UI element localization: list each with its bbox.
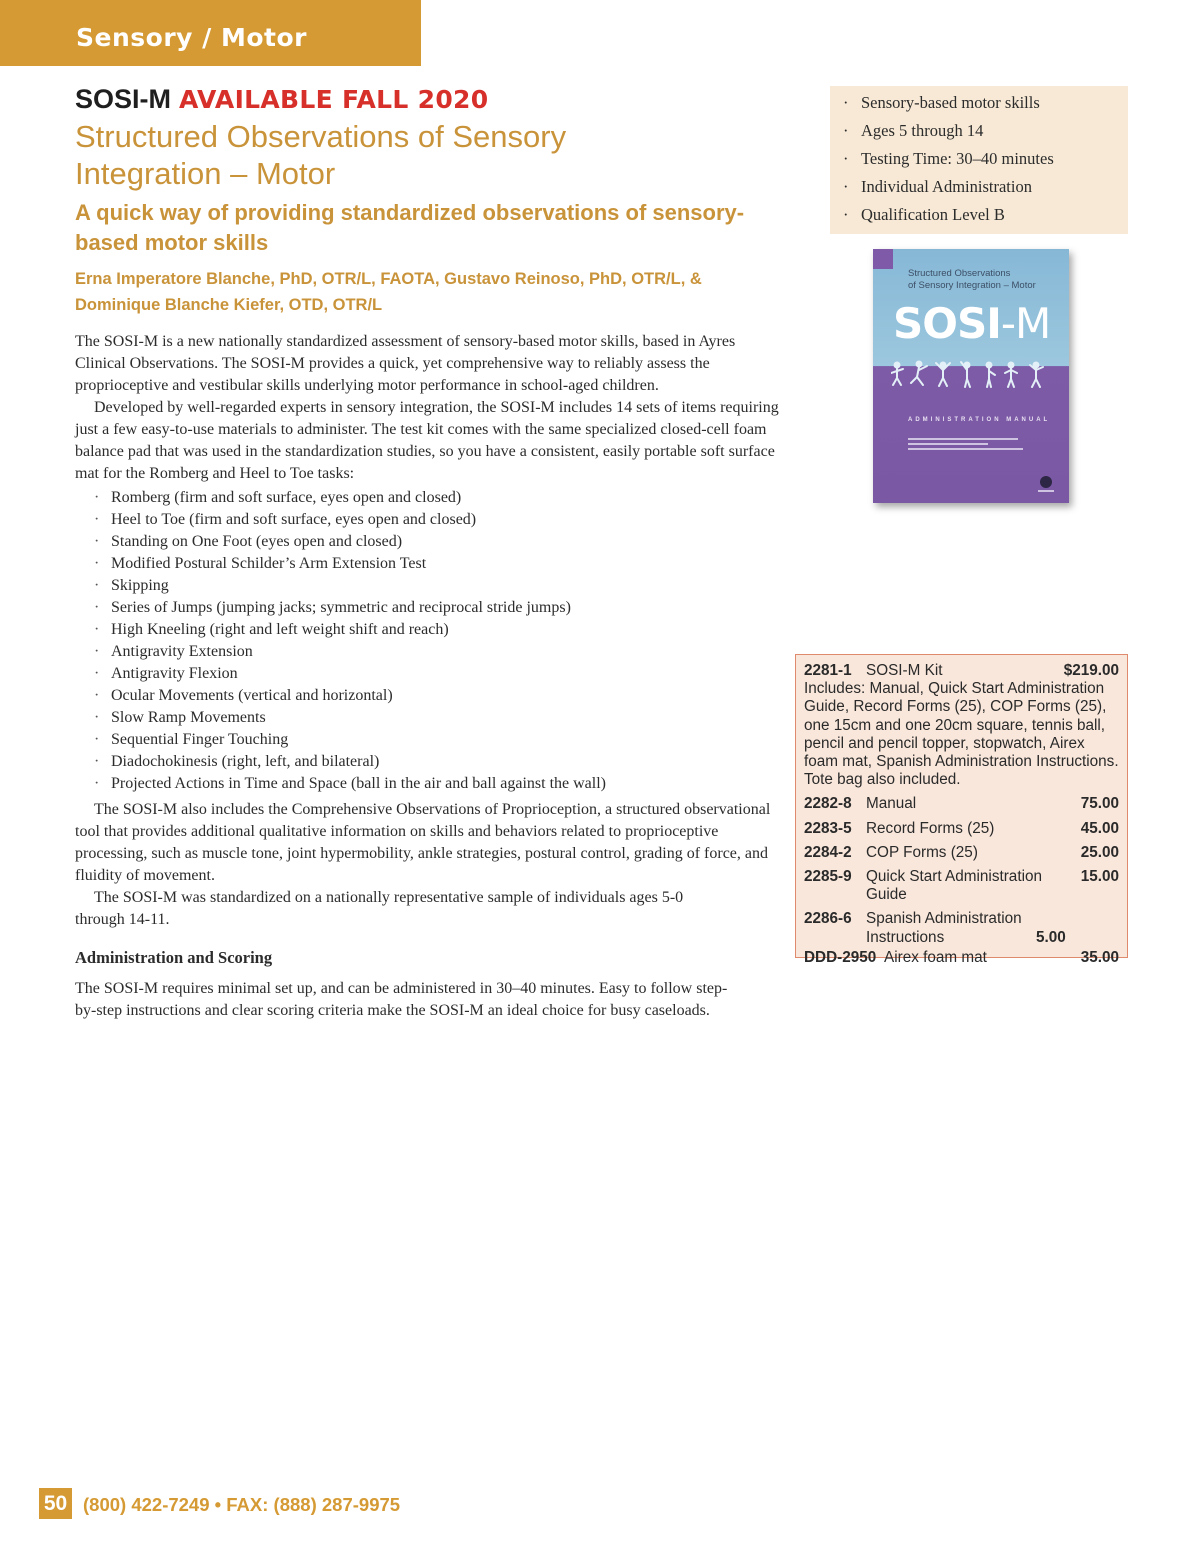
- item-price: 45.00: [1080, 819, 1119, 837]
- item-price: 5.00: [1036, 928, 1066, 946]
- price-row: [804, 868, 1119, 904]
- item-code: DDD-2950: [804, 948, 877, 966]
- price-list-box: [795, 654, 1128, 966]
- item-price: 75.00: [1080, 795, 1119, 813]
- cover-title-line: of Sensory Integration – Motor: [908, 280, 1036, 291]
- list-item: · Heel to Toe (firm and soft surface, eyes open and closed): [91, 509, 785, 531]
- price-row: [804, 795, 1119, 813]
- product-description: [75, 331, 785, 1022]
- cover-logo-main: SOSI: [893, 299, 1001, 348]
- item-name: Quick Start Administration Guide: [866, 868, 1042, 904]
- list-item: · Sequential Finger Touching: [91, 729, 785, 751]
- child-figures-icon: [891, 359, 1056, 389]
- list-item: · High Kneeling (right and left weight shift and reach): [91, 619, 785, 641]
- item-name: Manual: [866, 795, 917, 813]
- item-name: COP Forms (25): [866, 843, 978, 861]
- availability-badge: AVAILABLE FALL 2020: [179, 85, 489, 114]
- cover-manual-label: ADMINISTRATION MANUAL: [908, 417, 1051, 423]
- list-item: · Romberg (firm and soft surface, eyes open and closed): [91, 487, 785, 509]
- publisher-logo-icon: [1035, 475, 1057, 495]
- fact-item: · Sensory-based motor skills: [843, 89, 1128, 117]
- product-name: Structured Observations of Sensory Integration – Motor: [75, 119, 567, 191]
- item-code: 2286-6: [804, 910, 852, 928]
- product-authors: Erna Imperatore Blanche, PhD, OTR/L, FAOTA, Gustavo Reinoso, PhD, OTR/L, & Dominique Blanche Kiefer, OTD, OTR/L: [75, 270, 702, 314]
- cover-logo: [893, 299, 1050, 348]
- paragraph: The SOSI-M also includes the Comprehensive Observations of Proprioception, a structured observational tool that provides additional qualitative information on skills and behaviors related to proprioceptive processing, such as muscle tone, joint hypermobility, ankle strategies, postural control, grading of force, and fluidity of movement.: [75, 801, 771, 884]
- paragraph: Developed by well-regarded experts in sensory integration, the SOSI-M includes 14 sets of items requiring just a few easy-to-use materials to administer. The test kit comes with the same specialized closed-cell foam balance pad that was used in the standardization studies, so you have a consistent, easily portable soft surface mat for the Romberg and Heel to Toe tasks:: [75, 399, 779, 482]
- list-item: · Series of Jumps (jumping jacks; symmetric and reciprocal stride jumps): [91, 597, 785, 619]
- price-row: [804, 662, 1119, 680]
- fact-item: · Testing Time: 30–40 minutes: [843, 145, 1128, 173]
- section-tab: Sensory / Motor: [0, 0, 421, 66]
- item-code: 2281-1: [804, 662, 852, 679]
- cover-title-line: Structured Observations: [908, 268, 1011, 279]
- item-list: [75, 487, 785, 795]
- list-item: · Projected Actions in Time and Space (ball in the air and ball against the wall): [91, 773, 785, 795]
- list-item: · Antigravity Extension: [91, 641, 785, 663]
- item-price: 15.00: [1080, 868, 1119, 886]
- list-item: · Standing on One Foot (eyes open and closed): [91, 531, 785, 553]
- contact-info: (800) 422-7249 • FAX: (888) 287-9975: [83, 1494, 401, 1515]
- list-item: · Modified Postural Schilder’s Arm Extension Test: [91, 553, 785, 575]
- product-code: SOSI-M: [75, 84, 172, 114]
- cover-corner: [873, 249, 893, 269]
- list-item: · Slow Ramp Movements: [91, 707, 785, 729]
- price-row: [804, 949, 1119, 967]
- item-code: 2282-8: [804, 795, 852, 813]
- fact-item: · Ages 5 through 14: [843, 117, 1128, 145]
- item-code: 2284-2: [804, 843, 852, 861]
- paragraph: The SOSI-M is a new nationally standardized assessment of sensory-based motor skills, based in Ayres Clinical Observations. The SOSI-M provides a quick, yet comprehensive way to reliably assess the proprioceptive and vestibular skills underlying motor performance in school-aged children.: [75, 333, 736, 394]
- item-name: Airex foam mat: [884, 948, 987, 966]
- item-name: Spanish Administration Instructions: [866, 910, 1022, 946]
- product-tagline: A quick way of providing standardized observations of sensory-based motor skills: [75, 200, 745, 255]
- list-item: · Antigravity Flexion: [91, 663, 785, 685]
- page-number: 50: [39, 1488, 72, 1519]
- item-price: 35.00: [1080, 948, 1119, 966]
- cover-authors-placeholder: [908, 438, 1023, 450]
- cover-logo-suffix: -M: [1000, 299, 1051, 348]
- list-item: · Diadochokinesis (right, left, and bilateral): [91, 751, 785, 773]
- cover-title: [908, 268, 1036, 292]
- fact-item: · Individual Administration: [843, 173, 1128, 201]
- section-heading: Administration and Scoring: [75, 948, 273, 967]
- item-price: 25.00: [1080, 843, 1119, 861]
- price-row: [804, 820, 1119, 838]
- product-header: [75, 82, 775, 318]
- fact-item: · Qualification Level B: [843, 201, 1128, 229]
- price-row: [804, 844, 1119, 862]
- item-price: $219.00: [1063, 662, 1119, 679]
- paragraph: The SOSI-M requires minimal set up, and can be administered in 30–40 minutes. Easy to follow step-by-step instructions and clear scoring criteria make the SOSI-M an ideal choice for busy caseloads.: [75, 980, 728, 1019]
- price-row: [804, 910, 1119, 946]
- title-line: [75, 82, 775, 117]
- key-facts-box: [830, 86, 1128, 234]
- item-name: SOSI-M Kit: [866, 662, 943, 679]
- paragraph: The SOSI-M was standardized on a nationally representative sample of individuals ages 5-0 through 14-11.: [75, 889, 684, 928]
- list-item: · Ocular Movements (vertical and horizontal): [91, 685, 785, 707]
- product-cover-image: [873, 249, 1069, 503]
- kit-includes: Includes: Manual, Quick Start Administration Guide, Record Forms (25), COP Forms (25), one 15cm and one 20cm square, tennis ball, pencil and pencil topper, stopwatch, Airex foam mat, Spanish Administration Instructions. Tote bag also included.: [804, 680, 1119, 789]
- item-code: 2285-9: [804, 868, 852, 886]
- item-code: 2283-5: [804, 819, 852, 837]
- list-item: · Skipping: [91, 575, 785, 597]
- item-name: Record Forms (25): [866, 819, 995, 837]
